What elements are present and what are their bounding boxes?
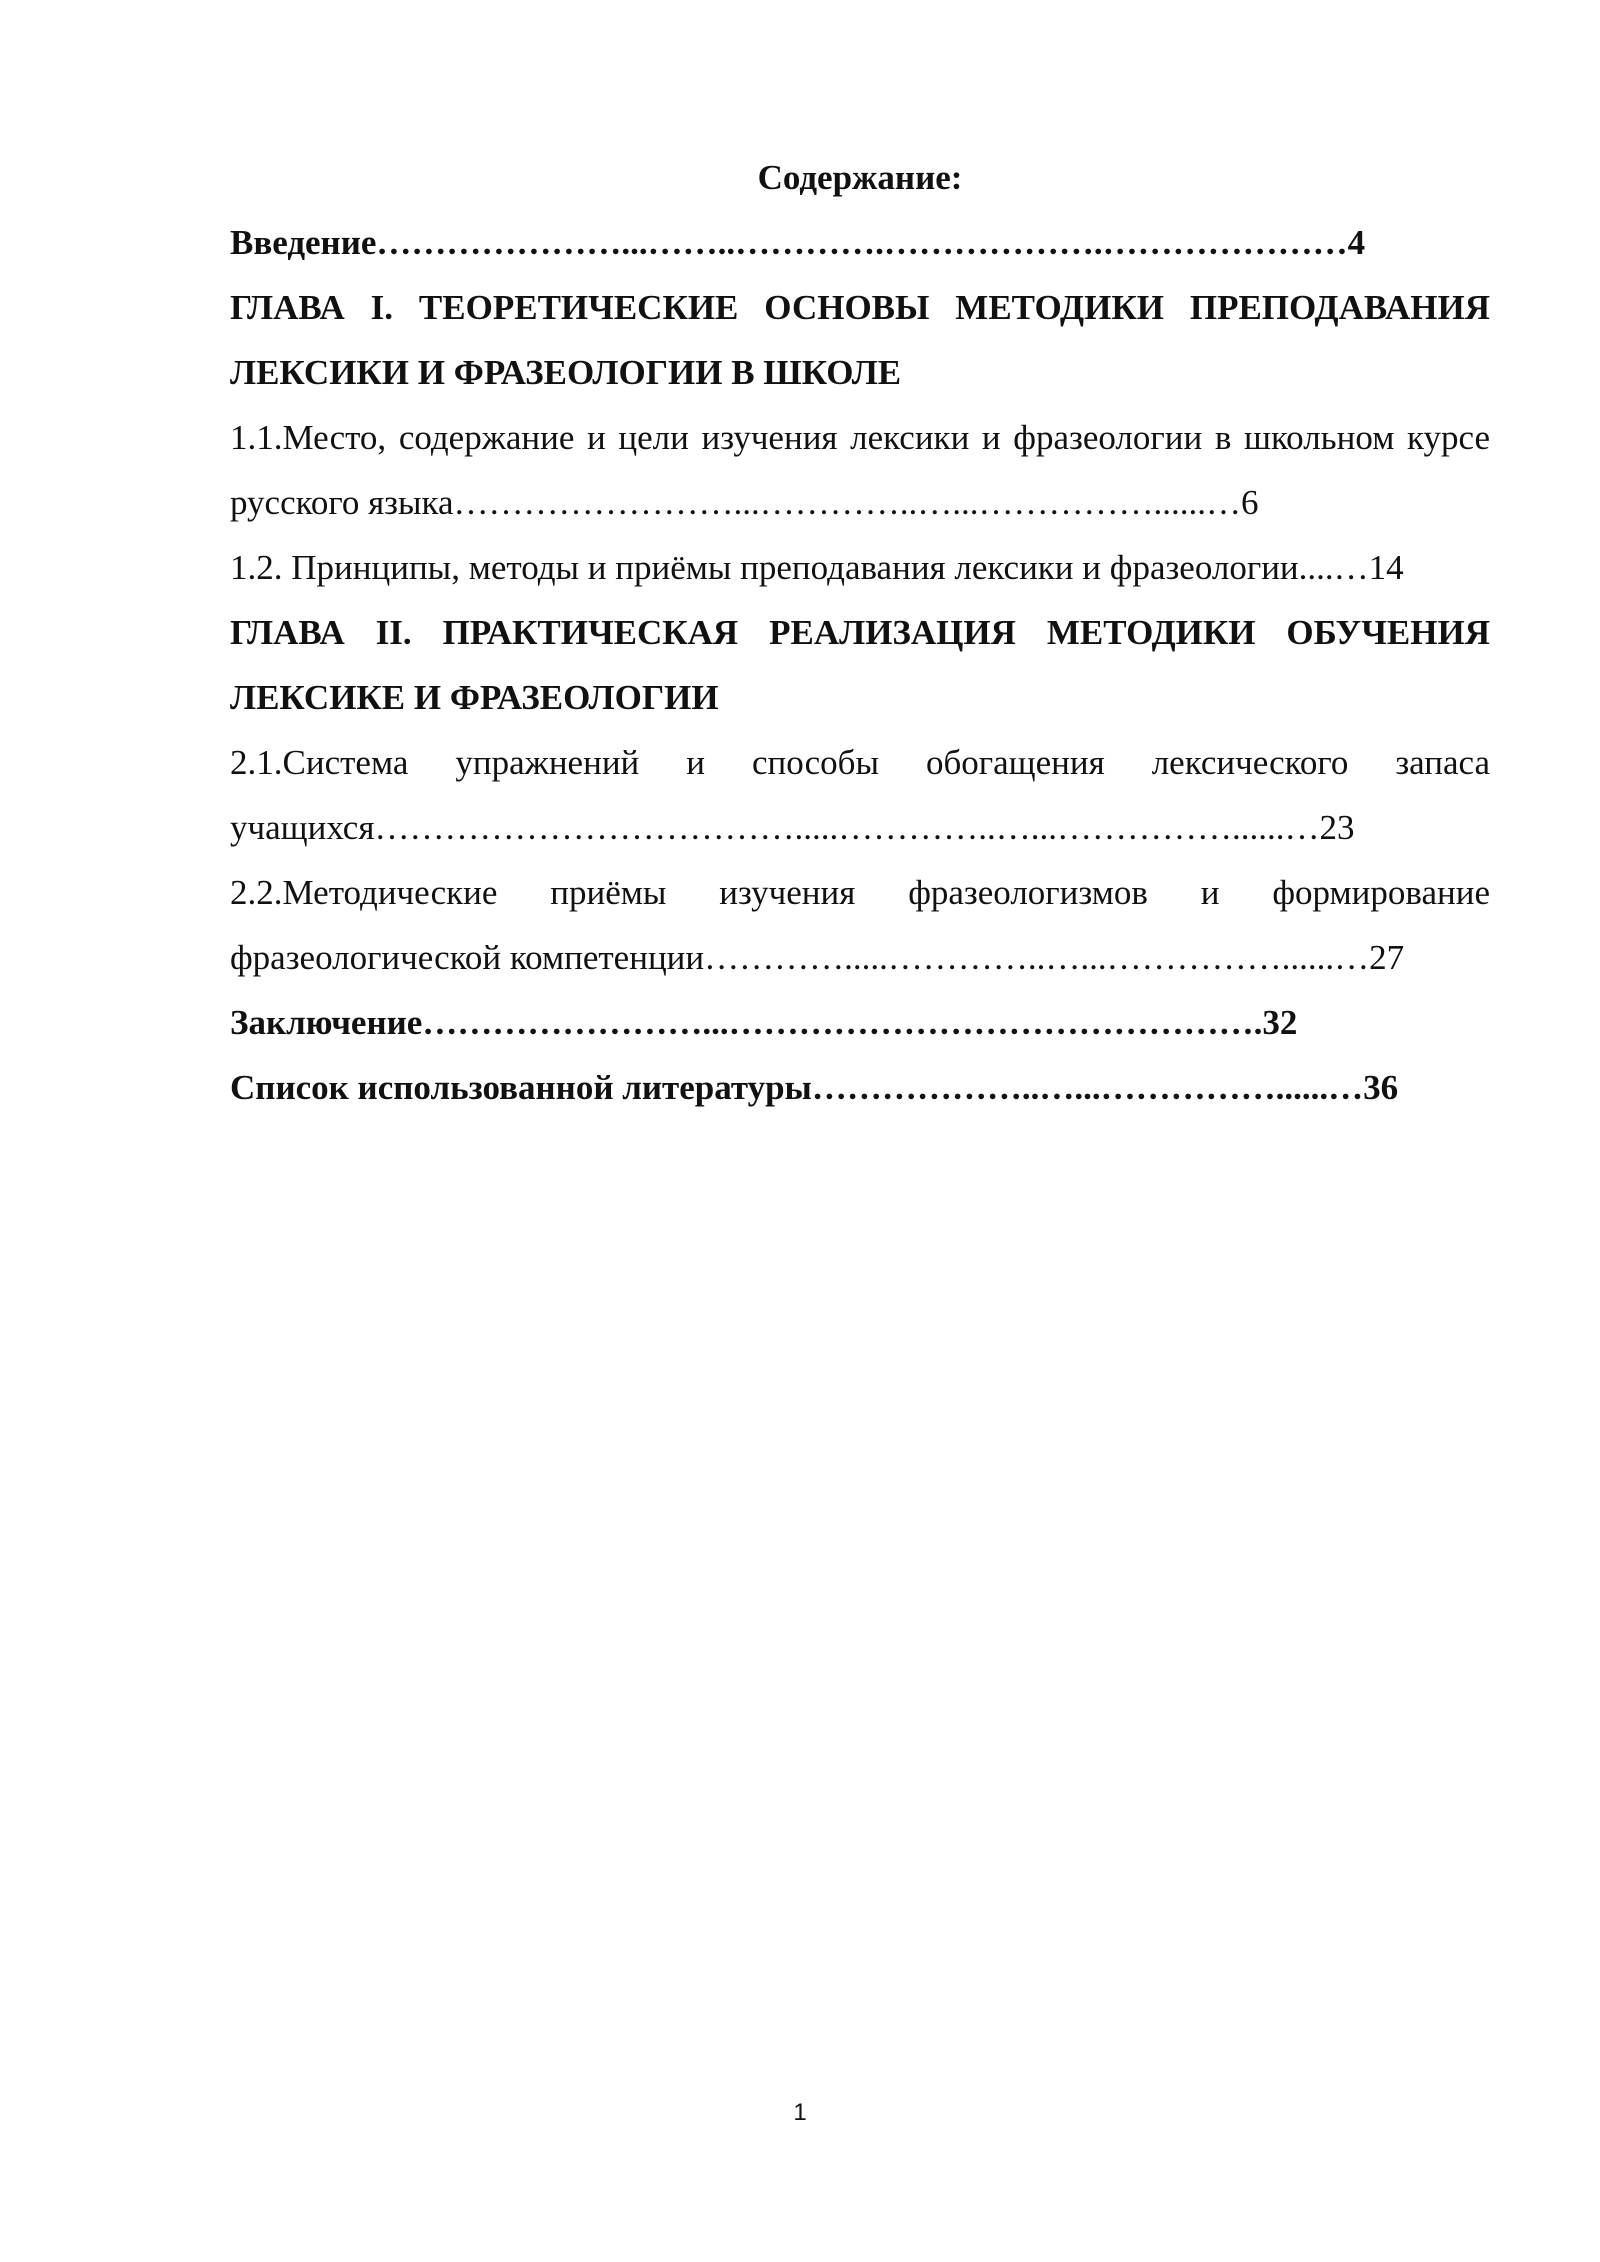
toc-entry-introduction[interactable]: Введение…………………...……..………….……………….…………………4: [230, 223, 1366, 262]
toc-entry-section-1-1[interactable]: 1.1.Место, содержание и цели изучения лексики и фразеологии в школьном курсе русского языка……………………...…………..…...……………......…6: [230, 418, 1490, 522]
page-number: 1: [793, 2099, 807, 2126]
toc-entry-conclusion[interactable]: Заключение……………………...……………………………………….32: [230, 1003, 1298, 1042]
toc-list: [230, 210, 1490, 1120]
toc-entry-section-2-1[interactable]: 2.1.Система упражнений и способы обогащения лексического запаса учащихся……………………………….....…………..…...……………......…23: [230, 743, 1490, 847]
toc-entry-section-1-2[interactable]: 1.2. Принципы, методы и приёмы преподавания лексики и фразеологии....…14: [230, 548, 1404, 587]
table-of-contents: [230, 145, 1490, 1120]
toc-entry-chapter-1[interactable]: ГЛАВА I. ТЕОРЕТИЧЕСКИЕ ОСНОВЫ МЕТОДИКИ ПРЕПОДАВАНИЯ ЛЕКСИКИ И ФРАЗЕОЛОГИИ В ШКОЛЕ: [230, 288, 1490, 392]
toc-entry-chapter-2[interactable]: ГЛАВА II. ПРАКТИЧЕСКАЯ РЕАЛИЗАЦИЯ МЕТОДИКИ ОБУЧЕНИЯ ЛЕКСИКЕ И ФРАЗЕОЛОГИИ: [230, 613, 1490, 717]
toc-title: Содержание:: [757, 158, 963, 197]
toc-entry-section-2-2[interactable]: 2.2.Методические приёмы изучения фразеологизмов и формирование фразеологической компетенции………….....…………..…...……………......…27: [230, 873, 1490, 977]
toc-entry-bibliography[interactable]: Список использованной литературы………………..…...……………......…36: [230, 1068, 1399, 1107]
